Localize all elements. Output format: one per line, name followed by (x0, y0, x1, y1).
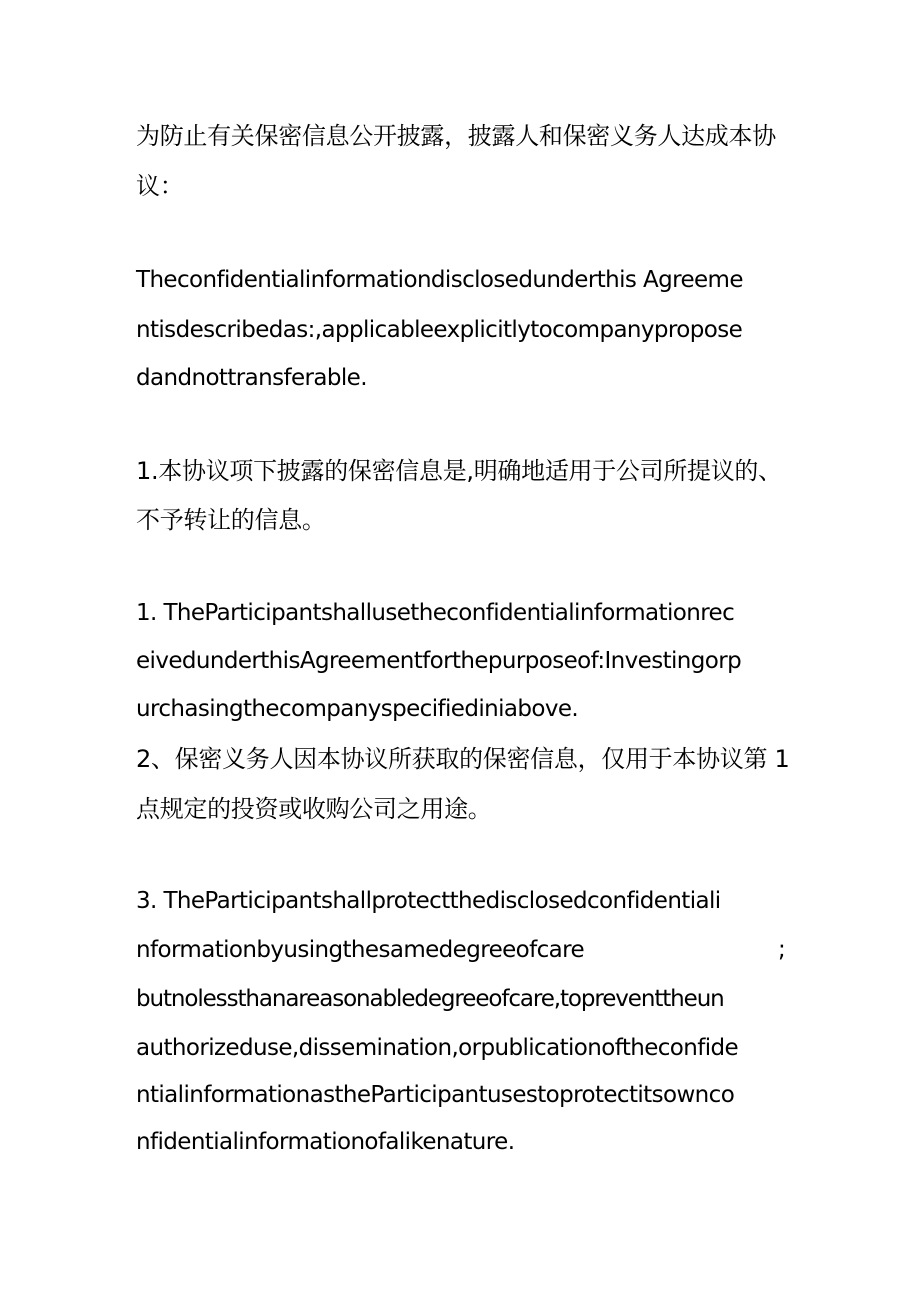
en-para-2-line-1: 1. TheParticipantshallusetheconfidentialinformationrec (136, 600, 735, 626)
en-para-2-line-2: eivedunderthisAgreementforthepurposeof:Investingorp (136, 648, 742, 674)
en-para-3-line-5: ntialinformationastheParticipantusestoprotectitsownco (136, 1082, 735, 1108)
en-para-3-line-1: 3. TheParticipantshallprotectthedisclosedconfidentiali (136, 888, 721, 914)
en-para-1-line-1: Theconfidentialinformationdisclosedunderthis Agreeme (136, 267, 743, 293)
en-para-3-line-2: nformationbyusingthesamedegreeofcare (136, 937, 585, 963)
en-para-3-line-3: butnolessthanareasonabledegreeofcare,topreventtheun (136, 986, 724, 1012)
en-para-3-line-4: authorizeduse,dissemination,orpublicationoftheconfide (136, 1035, 739, 1061)
zh-para-2-line-1: 2、保密义务人因本协议所获取的保密信息，仅用于本协议第 1 (136, 745, 790, 773)
zh-para-1-line-2: 不予转让的信息。 (136, 506, 326, 534)
zh-para-2-line-2: 点规定的投资或收购公司之用途。 (136, 795, 492, 823)
intro-line-1: 为防止有关保密信息公开披露，披露人和保密义务人达成本协 (136, 122, 776, 150)
zh-para-1-line-1: 1.本协议项下披露的保密信息是,明确地适用于公司所提议的、 (136, 457, 782, 485)
intro-line-2: 议： (136, 172, 184, 200)
en-para-3-line-6: nfidentialinformationofalikenature. (136, 1129, 515, 1155)
en-para-3-semicolon: ; (778, 937, 786, 963)
en-para-2-line-3: urchasingthecompanyspecifiediniabove. (136, 696, 579, 722)
en-para-1-line-2: ntisdescribedas:,applicableexplicitlytocompanypropose (136, 317, 743, 343)
en-para-1-line-3: dandnottransferable. (136, 365, 367, 391)
